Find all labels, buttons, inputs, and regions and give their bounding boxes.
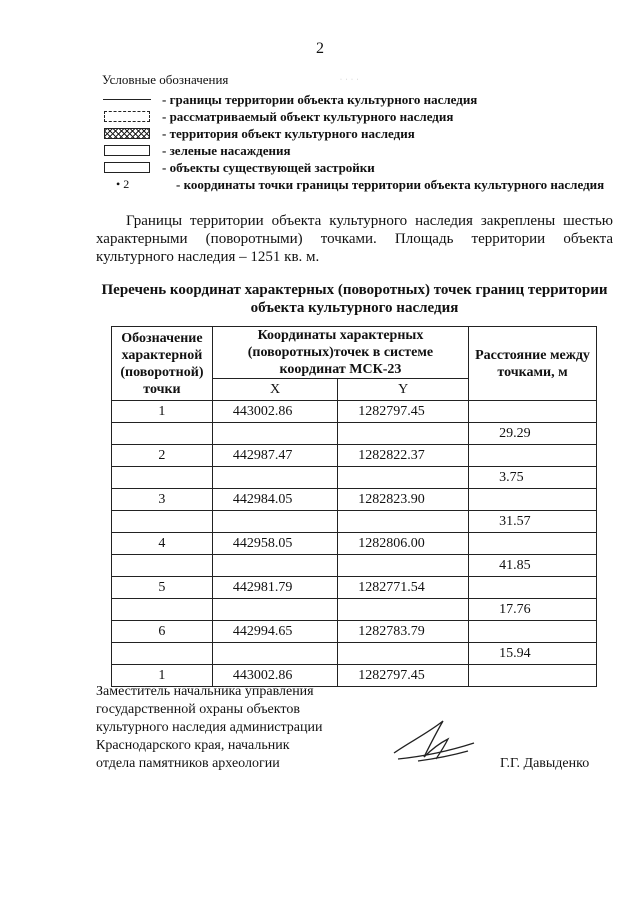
cell-x: 442994.65 bbox=[212, 621, 337, 643]
cell-point: 1 bbox=[112, 665, 213, 687]
cell-distance bbox=[469, 665, 597, 687]
cell-y: 1282771.54 bbox=[338, 577, 469, 599]
cell-y: 1282797.45 bbox=[338, 401, 469, 423]
cell-x: 442987.47 bbox=[212, 445, 337, 467]
cell-x: 442958.05 bbox=[212, 533, 337, 555]
hatched-box-icon bbox=[102, 125, 152, 142]
cell-distance bbox=[469, 533, 597, 555]
signer-line: Краснодарского края, начальник bbox=[96, 738, 290, 753]
table-row bbox=[112, 423, 597, 445]
legend bbox=[102, 91, 622, 193]
dashed-box-icon bbox=[102, 108, 152, 125]
legend-label: - координаты точки границы территории объекта культурного наследия bbox=[176, 176, 605, 192]
cell-y bbox=[338, 643, 469, 665]
legend-item-green-areas bbox=[102, 142, 622, 159]
cell-point: 6 bbox=[112, 621, 213, 643]
signer-title bbox=[96, 683, 323, 773]
cell-distance: 15.94 bbox=[469, 643, 597, 665]
cell-distance: 29.29 bbox=[469, 423, 597, 445]
coordinates-table bbox=[111, 326, 597, 687]
table-row bbox=[112, 555, 597, 577]
signer-line: Заместитель начальника управления bbox=[96, 684, 314, 699]
cell-y bbox=[338, 467, 469, 489]
scan-marks: · · · · bbox=[340, 77, 360, 83]
legend-title: Условные обозначения bbox=[102, 72, 229, 87]
cell-y: 1282806.00 bbox=[338, 533, 469, 555]
table-row bbox=[112, 489, 597, 511]
cell-point bbox=[112, 511, 213, 533]
box-icon bbox=[102, 142, 152, 159]
legend-item-territory bbox=[102, 125, 622, 142]
cell-x: 443002.86 bbox=[212, 401, 337, 423]
cell-x bbox=[212, 599, 337, 621]
table-row bbox=[112, 599, 597, 621]
cell-point: 2 bbox=[112, 445, 213, 467]
table-row bbox=[112, 467, 597, 489]
cell-y: 1282783.79 bbox=[338, 621, 469, 643]
cell-distance bbox=[469, 489, 597, 511]
cell-distance: 41.85 bbox=[469, 555, 597, 577]
cell-distance bbox=[469, 445, 597, 467]
cell-point: 4 bbox=[112, 533, 213, 555]
header-point: Обозначение характерной (поворотной) точки bbox=[112, 327, 213, 401]
cell-x bbox=[212, 467, 337, 489]
cell-distance: 31.57 bbox=[469, 511, 597, 533]
signer-line: государственной охраны объектов bbox=[96, 702, 300, 717]
cell-point bbox=[112, 643, 213, 665]
cell-x: 442981.79 bbox=[212, 577, 337, 599]
cell-point bbox=[112, 423, 213, 445]
cell-distance bbox=[469, 401, 597, 423]
cell-point bbox=[112, 599, 213, 621]
point-marker-icon: • 2 bbox=[116, 177, 130, 191]
signer-line: отдела памятников археологии bbox=[96, 756, 280, 771]
legend-label: - границы территории объекта культурного наследия bbox=[162, 91, 478, 107]
cell-point: 3 bbox=[112, 489, 213, 511]
signer-name: Г.Г. Давыденко bbox=[500, 756, 590, 771]
table-row bbox=[112, 511, 597, 533]
coordinates-table-body bbox=[112, 401, 597, 687]
legend-label: - объекты существующей застройки bbox=[162, 159, 375, 175]
cell-y bbox=[338, 423, 469, 445]
table-row bbox=[112, 577, 597, 599]
cell-y bbox=[338, 555, 469, 577]
legend-label: - зеленые насаждения bbox=[162, 142, 291, 158]
table-title: Перечень координат характерных (поворотных) точек границ территории объекта культурного наследия bbox=[101, 282, 608, 316]
box-icon bbox=[102, 159, 152, 176]
header-y: Y bbox=[338, 379, 469, 401]
cell-point bbox=[112, 555, 213, 577]
header-distance: Расстояние между точками, м bbox=[469, 327, 597, 401]
cell-x: 442984.05 bbox=[212, 489, 337, 511]
line-icon bbox=[102, 91, 152, 108]
cell-distance bbox=[469, 577, 597, 599]
cell-point: 1 bbox=[112, 401, 213, 423]
boundary-paragraph: Границы территории объекта культурного наследия закреплены шестью характерными (поворотными) точками. Площадь территории объекта культурного наследия – 1251 кв. м. bbox=[96, 213, 613, 265]
cell-y: 1282797.45 bbox=[338, 665, 469, 687]
cell-y: 1282823.90 bbox=[338, 489, 469, 511]
header-coordinates: Координаты характерных (поворотных)точек в системе координат МСК-23 bbox=[212, 327, 468, 379]
table-row bbox=[112, 533, 597, 555]
cell-x bbox=[212, 511, 337, 533]
table-row bbox=[112, 445, 597, 467]
legend-item-point-coords bbox=[102, 176, 622, 193]
signer-line: культурного наследия администрации bbox=[96, 720, 323, 735]
legend-label: - рассматриваемый объект культурного наследия bbox=[162, 108, 454, 124]
cell-distance: 3.75 bbox=[469, 467, 597, 489]
cell-distance bbox=[469, 621, 597, 643]
handwritten-signature bbox=[388, 713, 478, 768]
table-row bbox=[112, 643, 597, 665]
cell-distance: 17.76 bbox=[469, 599, 597, 621]
cell-y bbox=[338, 599, 469, 621]
cell-x bbox=[212, 423, 337, 445]
table-row bbox=[112, 621, 597, 643]
legend-item-boundary bbox=[102, 91, 622, 108]
cell-y bbox=[338, 511, 469, 533]
table-row bbox=[112, 401, 597, 423]
cell-point bbox=[112, 467, 213, 489]
cell-x bbox=[212, 555, 337, 577]
cell-point: 5 bbox=[112, 577, 213, 599]
page-number: 2 bbox=[316, 40, 324, 57]
cell-x bbox=[212, 643, 337, 665]
cell-y: 1282822.37 bbox=[338, 445, 469, 467]
legend-label: - территория объект культурного наследия bbox=[162, 125, 415, 141]
legend-item-existing-buildings bbox=[102, 159, 622, 176]
header-x: X bbox=[212, 379, 337, 401]
cell-x: 443002.86 bbox=[212, 665, 337, 687]
legend-item-considered-object bbox=[102, 108, 622, 125]
